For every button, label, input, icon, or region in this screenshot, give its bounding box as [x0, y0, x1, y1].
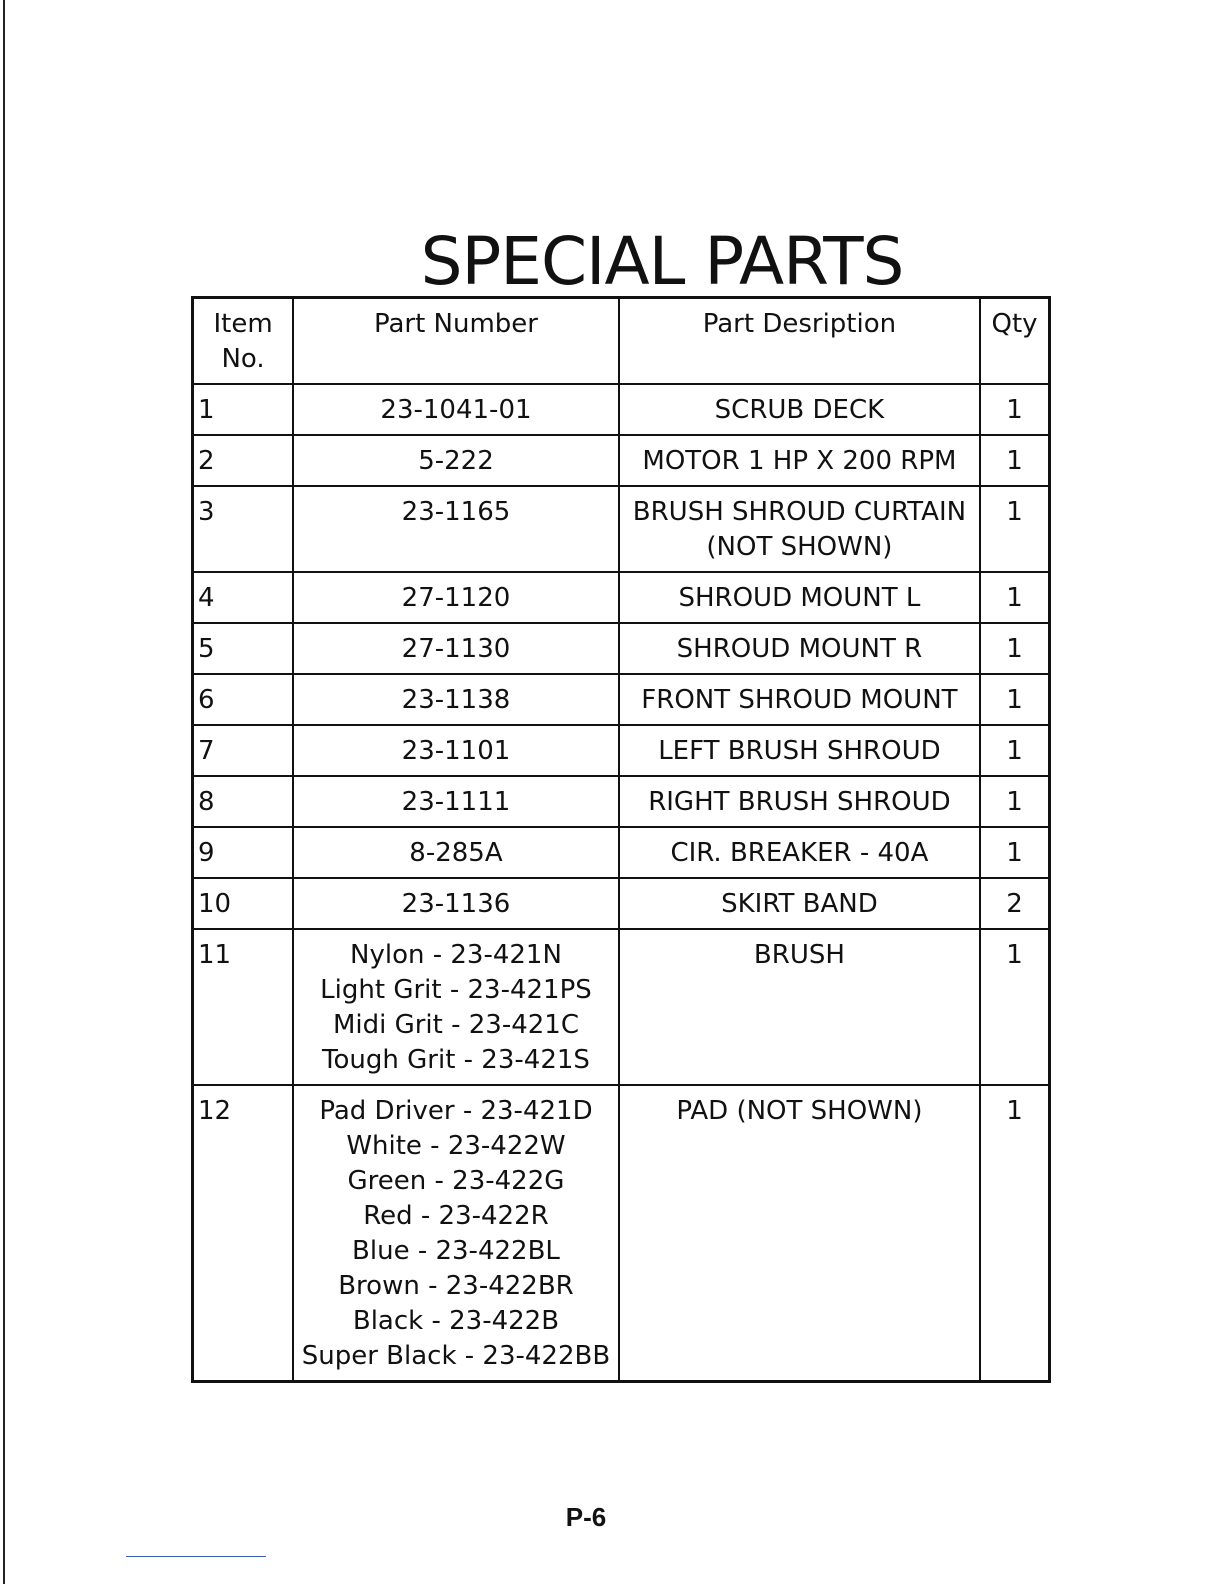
part-description-line: MOTOR 1 HP X 200 RPM	[642, 446, 957, 476]
table-header-row	[193, 298, 1050, 385]
part-number-cell	[293, 878, 619, 929]
header-item-line: No.	[221, 344, 265, 374]
table-row	[193, 572, 1050, 623]
page-number: P-6	[565, 1502, 607, 1532]
part-number-cell	[293, 776, 619, 827]
part-number-line: Super Black - 23-422BB	[301, 1341, 611, 1371]
part-description-cell	[619, 674, 980, 725]
part-description-cell	[619, 929, 980, 1085]
quantity-cell: 1	[980, 827, 1049, 878]
table-row	[193, 725, 1050, 776]
part-number-line: Light Grit - 23-421PS	[320, 975, 592, 1005]
table-row	[193, 1085, 1050, 1382]
part-description-line: FRONT SHROUD MOUNT	[641, 685, 958, 715]
table-row	[193, 435, 1050, 486]
item-number-cell: 4	[193, 572, 294, 623]
item-number-cell: 10	[193, 878, 294, 929]
part-number-line: 23-1101	[401, 736, 511, 766]
part-number-line: 5-222	[418, 446, 494, 476]
part-number-line: 27-1120	[401, 583, 511, 613]
footer-rule	[126, 1556, 266, 1557]
quantity-cell: 1	[980, 486, 1049, 572]
part-number-cell	[293, 572, 619, 623]
part-description-cell	[619, 1085, 980, 1382]
part-description-line: SHROUD MOUNT R	[676, 634, 923, 664]
quantity-cell: 1	[980, 776, 1049, 827]
header-item-no	[193, 298, 294, 385]
part-number-line: Blue - 23-422BL	[352, 1236, 560, 1266]
part-description-line: SCRUB DECK	[714, 395, 885, 425]
part-number-cell	[293, 674, 619, 725]
part-number-line: 23-1165	[401, 497, 511, 527]
special-parts-table	[191, 296, 1051, 1383]
part-description-line: BRUSH SHROUD CURTAIN	[632, 497, 967, 527]
part-description-cell	[619, 827, 980, 878]
part-number-cell	[293, 435, 619, 486]
part-number-line: 23-1138	[401, 685, 511, 715]
part-number-line: Brown - 23-422BR	[338, 1271, 574, 1301]
table-body	[193, 384, 1050, 1382]
part-number-line: 8-285A	[409, 838, 503, 868]
header-part-number: Part Number	[293, 298, 619, 385]
part-number-cell	[293, 1085, 619, 1382]
quantity-cell: 1	[980, 623, 1049, 674]
table-row	[193, 878, 1050, 929]
quantity-cell: 1	[980, 435, 1049, 486]
item-number-cell: 3	[193, 486, 294, 572]
part-description-line: PAD (NOT SHOWN)	[676, 1096, 923, 1126]
item-number-cell: 5	[193, 623, 294, 674]
quantity-cell: 1	[980, 674, 1049, 725]
part-number-cell	[293, 725, 619, 776]
part-description-cell	[619, 572, 980, 623]
item-number-cell: 9	[193, 827, 294, 878]
part-description-line: SKIRT BAND	[721, 889, 878, 919]
header-part-description: Part Desription	[619, 298, 980, 385]
item-number-cell: 7	[193, 725, 294, 776]
part-number-line: Green - 23-422G	[347, 1166, 565, 1196]
item-number-cell: 2	[193, 435, 294, 486]
part-number-cell	[293, 384, 619, 435]
part-description-line: RIGHT BRUSH SHROUD	[648, 787, 951, 817]
part-description-cell	[619, 776, 980, 827]
quantity-cell: 1	[980, 725, 1049, 776]
part-number-line: 23-1111	[401, 787, 511, 817]
part-number-cell	[293, 929, 619, 1085]
part-description-line: BRUSH	[753, 940, 845, 970]
part-number-line: Red - 23-422R	[363, 1201, 549, 1231]
header-qty: Qty	[980, 298, 1049, 385]
part-description-line: LEFT BRUSH SHROUD	[658, 736, 941, 766]
item-number-cell: 1	[193, 384, 294, 435]
part-description-cell	[619, 623, 980, 674]
table-row	[193, 623, 1050, 674]
part-number-line: 23-1136	[401, 889, 511, 919]
part-description-line: SHROUD MOUNT L	[678, 583, 921, 613]
page-title: SPECIAL PARTS	[420, 223, 904, 301]
part-number-line: Tough Grit - 23-421S	[322, 1045, 590, 1075]
quantity-cell: 1	[980, 384, 1049, 435]
part-description-line: (NOT SHOWN)	[706, 532, 893, 562]
table-row	[193, 776, 1050, 827]
quantity-cell: 2	[980, 878, 1049, 929]
part-number-line: 23-1041-01	[380, 395, 532, 425]
table-row	[193, 827, 1050, 878]
part-description-line: CIR. BREAKER - 40A	[670, 838, 929, 868]
part-number-line: Pad Driver - 23-421D	[319, 1096, 593, 1126]
part-description-cell	[619, 878, 980, 929]
part-number-line: Midi Grit - 23-421C	[332, 1010, 579, 1040]
item-number-cell: 8	[193, 776, 294, 827]
item-number-cell: 6	[193, 674, 294, 725]
part-number-line: Black - 23-422B	[352, 1306, 560, 1336]
part-number-line: White - 23-422W	[346, 1131, 566, 1161]
part-description-cell	[619, 435, 980, 486]
part-number-cell	[293, 486, 619, 572]
quantity-cell: 1	[980, 572, 1049, 623]
table-row	[193, 384, 1050, 435]
quantity-cell: 1	[980, 929, 1049, 1085]
part-number-cell	[293, 827, 619, 878]
table-row	[193, 486, 1050, 572]
header-item-line: Item	[213, 309, 273, 339]
part-description-cell	[619, 384, 980, 435]
part-number-cell	[293, 623, 619, 674]
item-number-cell: 12	[193, 1085, 294, 1382]
part-description-cell	[619, 486, 980, 572]
part-number-line: Nylon - 23-421N	[350, 940, 562, 970]
part-number-line: 27-1130	[401, 634, 511, 664]
part-description-cell	[619, 725, 980, 776]
table-row	[193, 929, 1050, 1085]
table-row	[193, 674, 1050, 725]
item-number-cell: 11	[193, 929, 294, 1085]
quantity-cell: 1	[980, 1085, 1049, 1382]
